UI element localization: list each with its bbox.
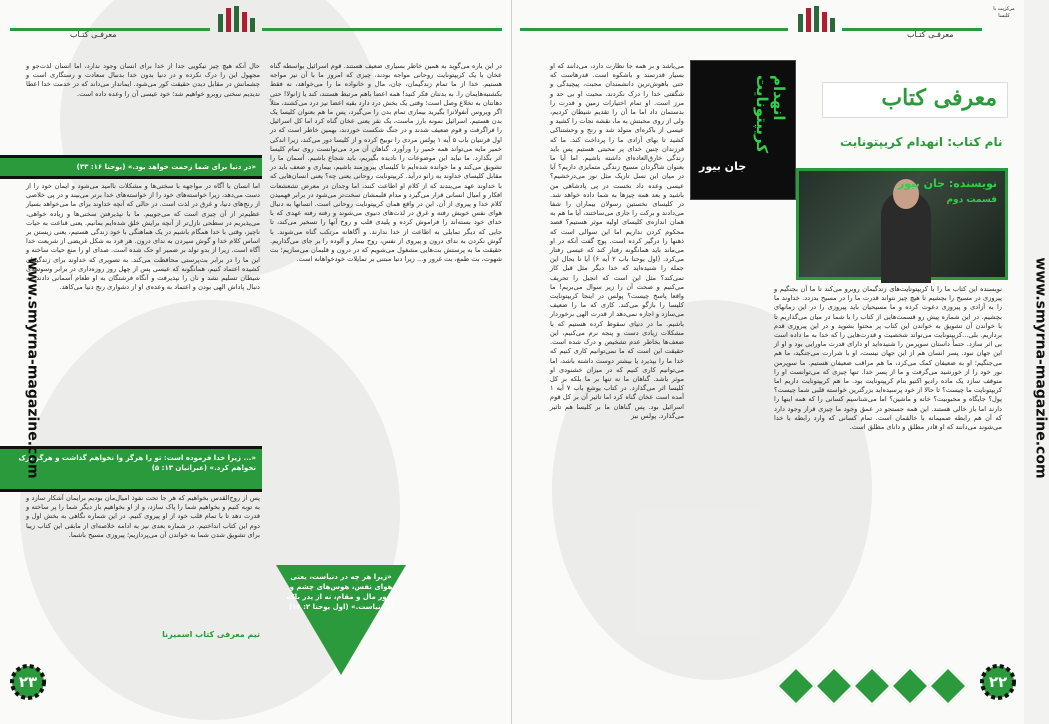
website-url[interactable]: www.smyrna-magazine.com bbox=[24, 257, 41, 479]
verse-box: «در دنیا برای شما زحمت خواهد بود.» (یوحنا ۱۶: ۳۳) bbox=[0, 155, 262, 179]
page-number-badge bbox=[978, 662, 1018, 702]
book-cover bbox=[690, 60, 796, 200]
verse-box: «... زیرا خدا فرموده است: تو را هرگز وا نخواهم گذاشت و هرگز ترک نخواهم کرد.» (عبرانیان ۱۳: ۵) bbox=[0, 446, 262, 492]
left-page bbox=[0, 0, 512, 724]
book-cover-author: جان بیور bbox=[699, 160, 747, 173]
part-label: قسمت دوم bbox=[946, 195, 997, 205]
magazine-logo bbox=[794, 4, 838, 32]
section-label: معرفـی کتـاب bbox=[70, 30, 117, 39]
text-column: نویسنده این کتاب ما را با کریپتونایت‌های زندگیمان روبرو می‌کند تا ما آن بجنگیم و پیروزی در مسیح را بچشیم تا هیچ چیز نتواند قدرت ما را در مسیح بدزدد. خداوند ما را به آزادی و پیروزی دعوت کرده و ما مسیحیان باید پیروزی را در این زمانهای بچشیم. در این شماره پیش رو قسمت‌هایی از کتاب را با شما در میان می‌گذاریم تا با خواندن آن تشویق به خواندن این کتاب پر محتوا بشوید و در این پیروزی قدم برداریم. بلی...کریپتونایت می‌تواند شخصیت و قدرت‌هایی را که خدا به ما داده است بی اثر سازد. حتماً داستان سوپرمن را شنیده‌اید او دارای قدرت ماورایی بود و او از این جهان نبود. پسر انسان هم از این جهان نیست، او با شرارت می‌جنگید، ما هم می‌جنگیم؛ او به ضعیفان کمک می‌کرد، ما هم مراقب ضعیفان هستیم. ما سوپرمن نور خود را از خورشید می‌گرفت و ما از پسر خدا. تنها چیزی که می‌توانست او را متوقف سازد یک ماده رادیو اکتیو بنام کریپتونایت بود. ما هم کریپتونایت داریم اما کریپتونایت ما چیست؟ تا حالا از خود پرسیده‌اید بزرگترین خواسته قلبی شما چیست؟ پول؟ جایگاه و محبوبیت؟ خانه و ماشین؟ اما می‌شناسیم کسانی را که همه اینها را دارند اما باز خالی هستند. این همه جستجو در عمق وجود ما چیزی قرار وجود دارد که آن هم رابطه صمیمانه با خالقمان است. تمام کسانی که وارد رابطه با خدا می‌شوند می‌دانند که او قادر مطلق و دانای مطلق است. bbox=[774, 285, 1002, 432]
page-number-badge bbox=[8, 662, 48, 702]
text-column: حال آنکه هیچ چیز نیکویی جدا از خدا برای انسان وجود ندارد، اما انسان لذت‌جو و مجهول این را درک نکرده و در دنیا بدون خدا بدنبال سعادت و رستگاری است و چشمانش در مقابل دیدن حقیقت کور می‌شود. ایماندار می‌داند که در خدمت خدا اعطا ندیدیم سخنی روبرو خواهیم شد؛ خود عیسی آن را وعده داده است. bbox=[26, 62, 260, 98]
book-cover-title: انهدام کریپتونایت bbox=[753, 75, 788, 154]
website-url[interactable]: www.smyrna-magazine.com bbox=[1032, 257, 1049, 479]
header-rule bbox=[520, 28, 788, 31]
author-photo bbox=[796, 168, 1008, 280]
decorative-diamond bbox=[852, 666, 892, 706]
decorative-diamond bbox=[890, 666, 930, 706]
book-name: نام کتاب: انهدام کریپتونایت bbox=[840, 135, 1003, 149]
decorative-diamond bbox=[928, 666, 968, 706]
decorative-diamond bbox=[814, 666, 854, 706]
text-column: اما انسان با آگاه در مواجهه با سختی‌ها و مشکلات ناامید می‌شود و ایمان خود را از دست می‌دهد، زیرا خواسته‌های خود را از خواسته‌های خدا برتر می‌بیند و در پی خلاصی از رنج‌های دنیا، و غرق در لذت است. در حالی که آنچه خداوند برای ما می‌خواهد بسیار عظیم‌تر از آن چیزی است که می‌جوییم. ما با نپذیرفتن سختی‌ها و زیاده خواهی، می‌پذیریم در سطحی نازل‌تر از آنچه برایش خلق شده‌ایم بمانیم. یعنی قناعت به حیات ناچیز، وقتی با خدا همگام باشیم در یک هماهنگی با خود زندگی هستیم، یعنی زیستن بر اساس کلام خدا و گوش سپردن به ندای درون. هر فرد به شکل غریضی از شریعت خدا آگاه است. زیرا از بدو تولد بر ضمیر او حک شده است. صدای او را منع حیات ساخته و این ما را در برابر بت‌پرستی محافظت می‌کند. به تصویری که خداوند برای زندگیمان کشیده اعتماد کنیم، همانگونه که عیسی پس از چهل روز روزه‌داری در برابر وسوسه‌ی شیطان تسلیم نشد و نان را نپذیرفت و آنگاه فرشتگان به او طعام آسمانی دادند. به دنبال پاداش الهی بودن و اعتماد به وعده‌ی او از دشواری رنج دنیا می‌کاهد. bbox=[26, 182, 260, 292]
section-label: معرفـی کتـاب bbox=[907, 30, 954, 39]
magazine-logo bbox=[214, 4, 258, 32]
triangle-quote: «زیرا هر چه در دنیاست، یعنی هوای نفس، هوس‌های چشم و غرور مال و مقام، نه از پدر بلکه از دنیاست.» (اول یوحنا ۲: ۱۶) bbox=[286, 573, 396, 611]
decorative-diamond bbox=[776, 666, 816, 706]
header-rule bbox=[262, 28, 502, 31]
author-label: نویسنده: جان بیور bbox=[897, 177, 997, 190]
text-column: در این باره می‌گوید به همین خاطر بسیاری ضعیف هستند. قوم اسرائیل بواسطه گناه عخان با یک کریپتونایت روحانی مواجه بودند، چیزی که امروز ما با آن نیز مواجه هستیم. خدا از ما تمام زندگیمان، جان، مال و خانواده ما را می‌خواهد، نه فقط بکشنبه‌هایمان را. به بدنتان فکر کنید! همه اعضا باهم مرتبط هستند، کند یا ژانولا! حتی دهانتان به تخلاع وصل است؛ وقتی یک بخش درد دارد بقیه اعضا نیز درد می‌کشند، مثلاً اگر ویروس آنفولانزا بگیرید بیماری تمام بدن را می‌گیرد، پس ما هم بعنوان کلیسا یک بدن هستیم. اسرائیل نمونه بارز ماست، یک نفر یعنی عخان گناه کرد اما کل اسرائیل را فراگرفت و قوم ضعیف شدند و در جنگ شکست خوردند، بهمین خاطر است که در اول قرنتیان باب ۵ آیه ۱ پولس مردی را توبیخ کرده و از کلیسا دور می‌کند، زیرا اندکی خمیر مایه می‌تواند همه خمیر را ورآورد. گناهان آن مرد می‌توانست روی تمام کلیسا اثر بگذارد. ما نباید این موضوعات را نادیده بگیریم، باید شجاع باشیم. آسمان ما را تشویق می‌کند و ما خوانده شده‌ایم تا کلیسای پیروزمند باشیم، بیماری و ضعف باید در مقابل کلیسای خداوند به زانو درآید. کریپتونایت روحانی یعنی چه؟ یعنی انسان‌هایی که با خداوند عهد می‌بندند که از کلام او اطاعت کنند، اما وجدان در معرض تشعشعات افکار و امیال انسانی قرار می‌گیرد و مدام قلبمشان سخت‌تر می‌شود در برابر فهمیدن کلام خدا و پیروی از آن. این در واقع همان کریپتونایت روحانی است. انسانها به دنبال هوای نفس خویش رفته و غرق در لذت‌های دنیوی می‌شوند و رفته رفته عهدی که با خدای خود بسته‌اند را فراموش کرده و پلیدی قلب و روح آنها را تسخیر می‌کند، تا جایی که دیگر تمایلی به اطاعت از خدا ندارند. و آگاهانه مرتکب گناه می‌شوند. با گوش نکردن به ندای درون و پیروی از نفس، روح بیمار و آلوده را بر جای می‌گذاریم. حقیقت ما به پرستش بت‌هایی مشغول می‌شویم که در درون و قلبمان می‌سازیم؛ بت شهوت، بت طمع، بت غرور و... زیرا دنیا مبتنی بر تمایلات خودخواهانه است. bbox=[270, 62, 502, 264]
page-number: ۲۳ bbox=[18, 673, 38, 691]
team-credit: تیم معرفی کتاب اسمیرنا bbox=[162, 630, 260, 639]
section-title-banner bbox=[822, 82, 1008, 118]
page-number: ۲۲ bbox=[988, 673, 1008, 691]
section-title: معرفی کتاب bbox=[881, 85, 997, 111]
corner-note: مرکزیت با کلیسا bbox=[993, 6, 1015, 19]
text-column: می‌باشد و بر همه جا نظارت دارد، می‌دانند که او بسیار قدرتمند و باشکوه است. قدرهاست که حتی باهوش‌ترین دانشمندان محبت، پیچیدگی و شگفتی خدا را درک نکردند. محبت او بی حد و مرز است. او تمام اختیارات زمین و قدرت را بدستمان داد اما ما آن را تقدیم شیطان کردیم، ولی از روی محبتش به ما، نقشه نجات را کشید و عیسی از باکره‌ای متولد شد و رنج و وحشتناکی کشید تا بهای آزادی ما را پرداخت کند. ما که فرزندان چنین خدای پر محبتی هستیم پس باید زندگی خارق‌العاده‌ای داشته باشیم. اما آیا ما بعنوان شاگردان مسیح زندگی متمایزی داریم؟ آیا در میان این نسل تاریک مثل نور می‌درخشیم؟ عیسی وعده داد نخست در پی پادشاهی من باشید و بعد همه چیزها به شما داده خواهد شد. در کلیسای نخستین رسولان بیماران را شفا می‌دادند و برکت را جاری می‌ساختند، آیا ما هم به همان اندازه‌ی کلیسای اولیه موثر هستیم؟ قصد محکوم کردن نداریم اما این سوالی است که ذهنها را درگیر کرده است. پوچ گفت آنکه در او می‌ماند باید همانگونه رفتار کند که عیسی رفتار می‌کرد. (اول یوحنا باب ۲ آیه ۶) آیا تا بحال این جمله را شنیده‌اید که خدا دیگر مثل قبل کار نمی‌کند؟ مثل این است که انجیل را تحریف می‌کنیم و صحت آن را زیر سوال می‌بریم! ما واقعا پاسخ چیست؟ پولس در اینجا کریپتونایت کلیسا را بازگو می‌کند. کاری که ما را ضعیف می‌سازد و اجازه نمی‌دهد از قدرت الهی برخوردار باشیم. ما در دنیای سقوط کرده هستیم که با مشکلات زیادی دست و پنجه نرم می‌کنیم، این ضعف‌ها بخاطر عدم تشخیص و درک شده است. حقیقت این است که ما نمی‌توانیم کاری کنیم که خدا ما را بپذیرد یا بیشتر دوست داشته باشد، اما می‌توانیم کاری کنیم که در میزان خشنودی او موثر باشد. گناهان ما نه تنها بر ما بلکه بر کل کلیسا اثر می‌گذارد. در کتاب یوشع باب ۷ آیه ۱ آمده است عخان گناه کرد اما تاثیر آن بر کل قوم اسرائیل بود. پس گناهان ما بر کلیسا هم تاثیر می‌گذارد. پولس نیز bbox=[550, 62, 684, 420]
text-column: پس از روح‌القدس بخواهیم که هر جا تحت نفوذ امیال‌مان بودیم برایمان آشکار سازد و به توبه کنیم و بخواهیم شما را پاک سازد، و از او بخواهیم باز دیگر شما را پر ساخته و قدرت دهد تا با تمام قلب خود از او پیروی کنیم. در این شماره نگاهی به بخش اول و دوم این کتاب انداختیم. در شماره بعدی نیز به ادامه خلاصه‌ای از مابقی این کتاب زیبا برای تشویق شدن شما به خواندن آن می‌پردازیم؛ پیروزی مسیح باشما. bbox=[26, 494, 260, 539]
